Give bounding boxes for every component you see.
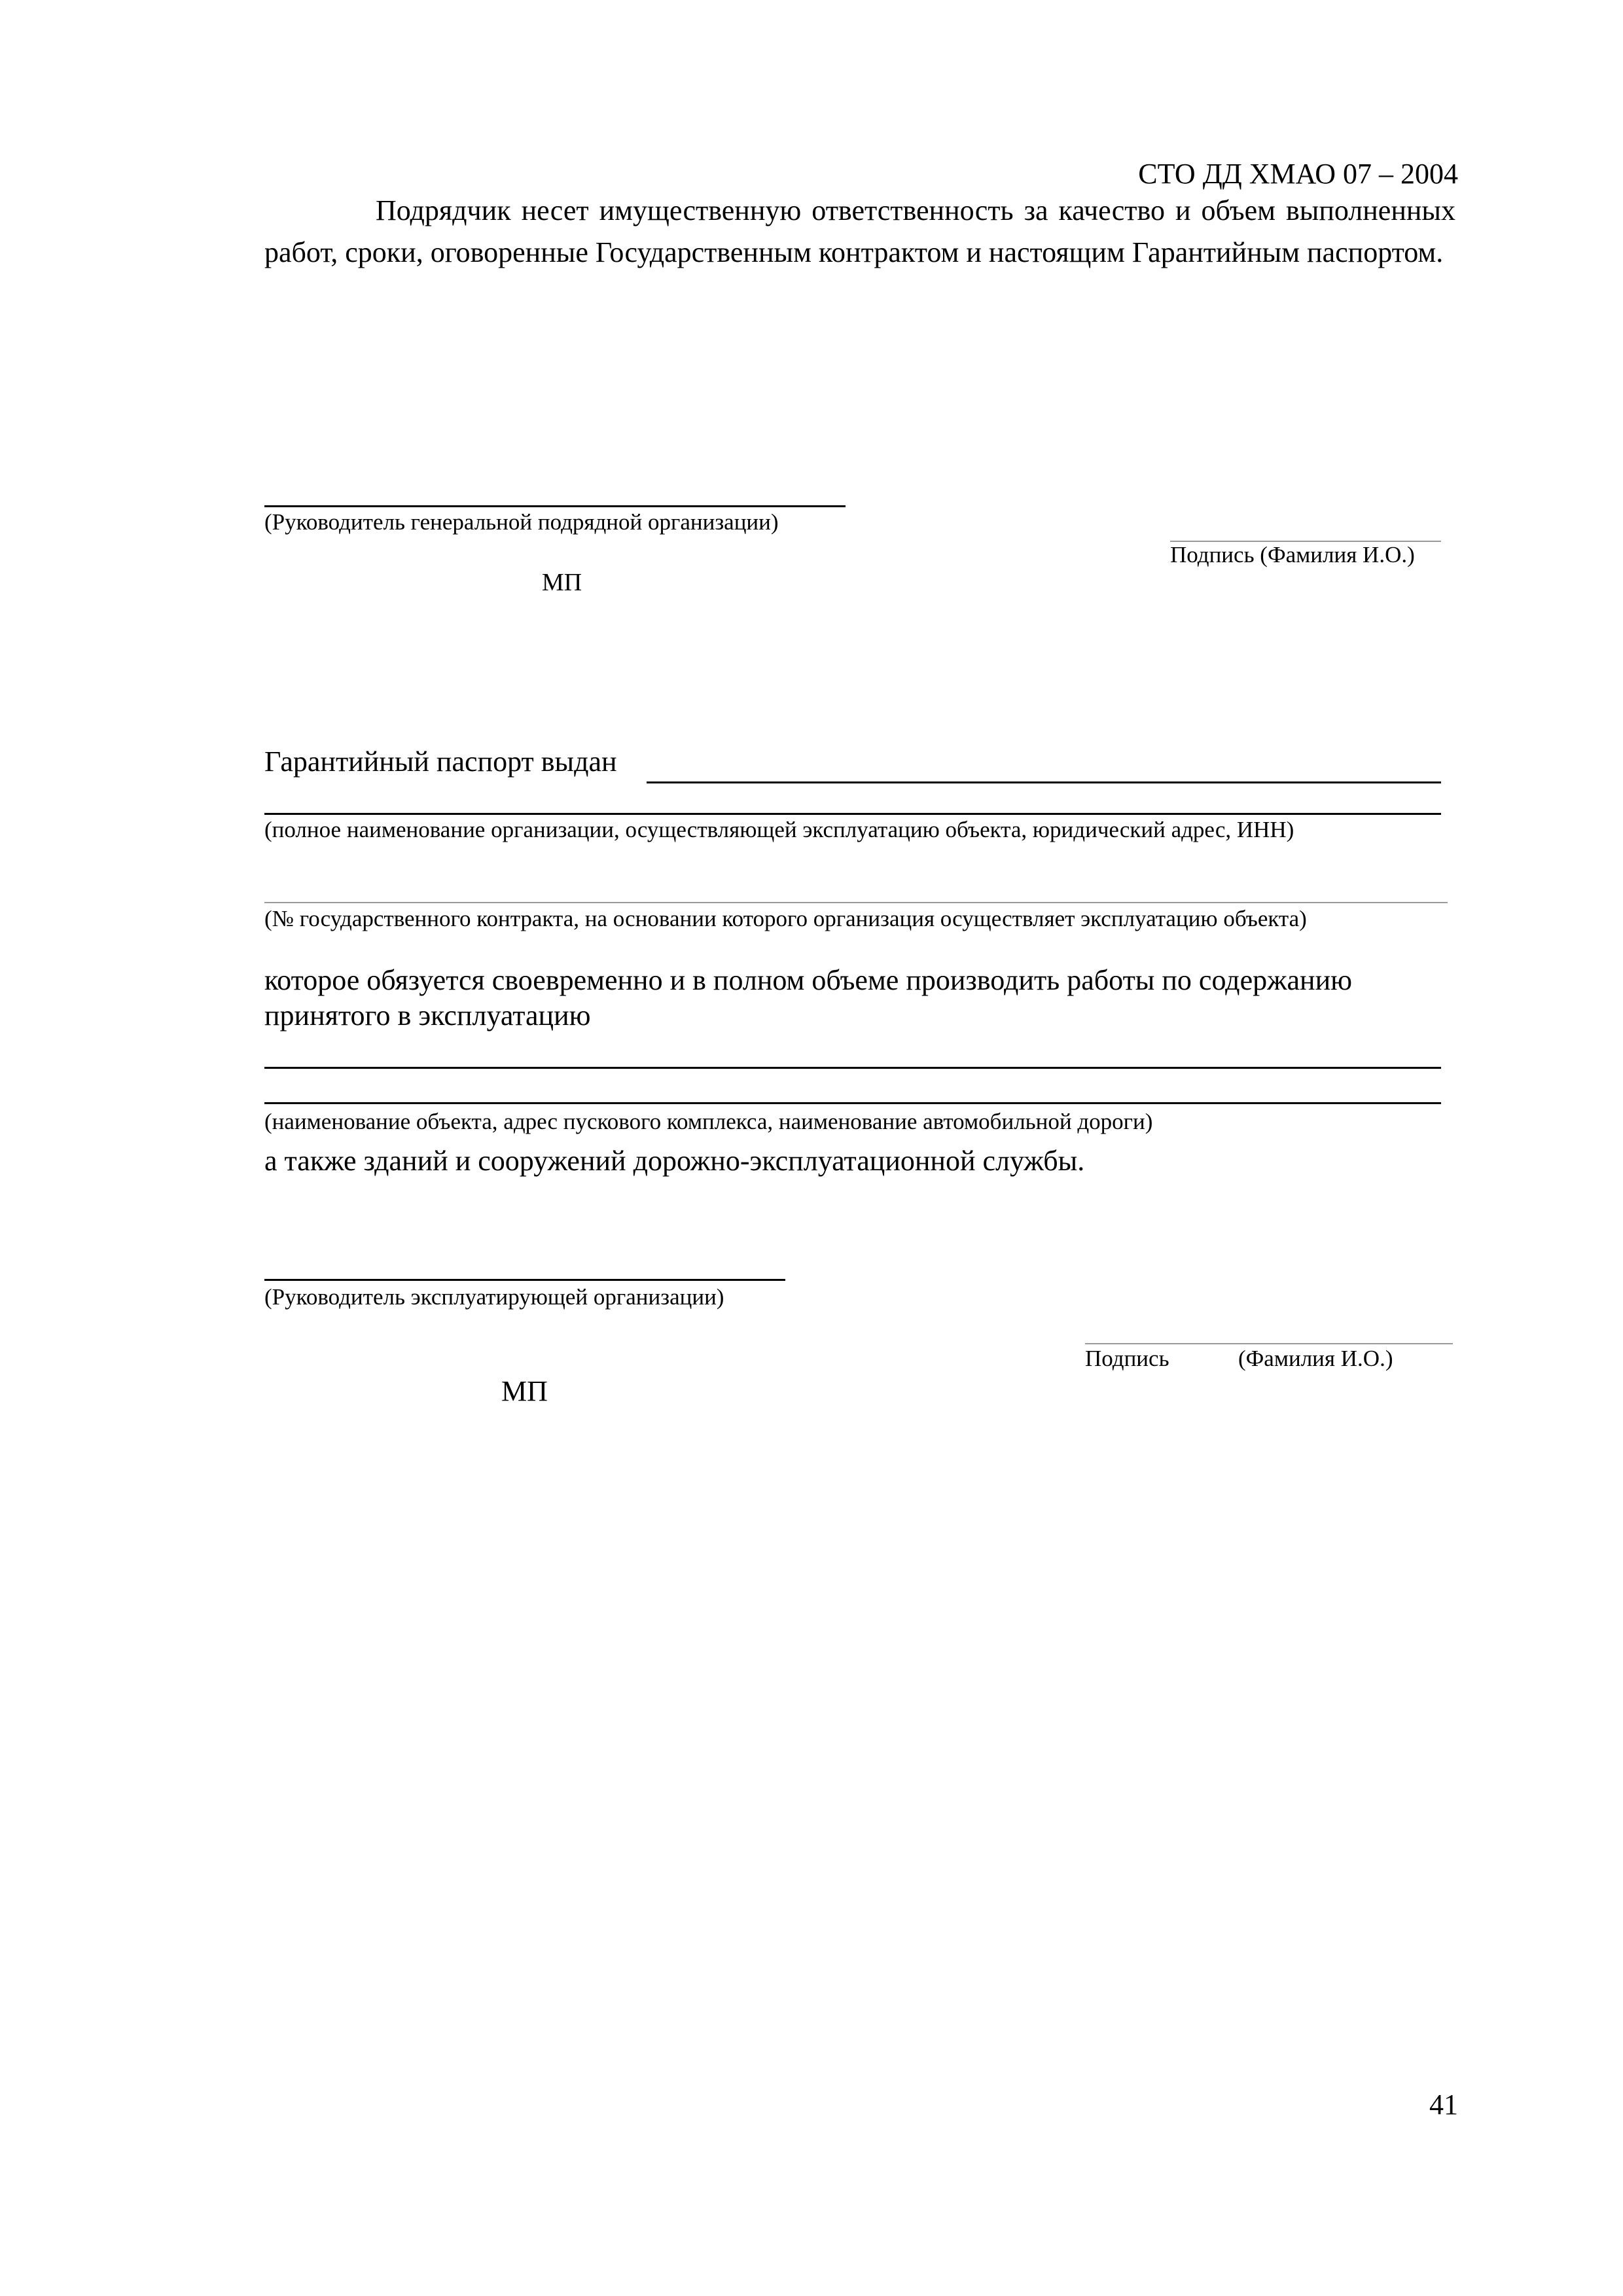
object-line-1 bbox=[264, 1067, 1441, 1069]
issued-org-line-2 bbox=[264, 813, 1441, 815]
object-line-2 bbox=[264, 1102, 1441, 1104]
page-number: 41 bbox=[1429, 2089, 1458, 2121]
contract-caption: (№ государственного контракта, на основании которого организация осуществляет эксплуатацию объекта) bbox=[264, 906, 1307, 931]
obligation-line-1: которое обязуется своевременно и в полном объеме производить работы по содержанию bbox=[264, 964, 1352, 996]
contractor-stamp-label: МП bbox=[542, 569, 582, 596]
operator-signature-label: Подпись bbox=[1085, 1346, 1169, 1371]
obligation-line-2: принятого в эксплуатацию bbox=[264, 999, 591, 1031]
issued-org-line-1 bbox=[647, 781, 1441, 783]
standard-code: СТО ДД ХМАО 07 – 2004 bbox=[1138, 158, 1458, 190]
contractor-signature-caption: Подпись (Фамилия И.О.) bbox=[1170, 542, 1415, 567]
contractor-head-line bbox=[264, 505, 846, 507]
operator-signature-line bbox=[1085, 1343, 1453, 1344]
intro-paragraph: Подрядчик несет имущественную ответственность за качество и объем выполненных работ, сроки, оговоренные Государственным контрактом и настоящим Гарантийным паспортом. bbox=[264, 194, 1455, 268]
operator-stamp-label: МП bbox=[501, 1375, 548, 1407]
contractor-head-caption: (Руководитель генеральной подрядной организации) bbox=[264, 509, 779, 535]
intro-paragraph-container bbox=[264, 190, 1455, 274]
issued-label: Гарантийный паспорт выдан bbox=[264, 745, 617, 778]
operator-name-label: (Фамилия И.О.) bbox=[1238, 1346, 1393, 1371]
org-caption: (полное наименование организации, осуществляющей эксплуатацию объекта, юридический адрес, ИНН) bbox=[264, 817, 1294, 842]
object-caption: (наименование объекта, адрес пускового комплекса, наименование автомобильной дороги) bbox=[264, 1109, 1153, 1134]
operator-head-caption: (Руководитель эксплуатирующей организации) bbox=[264, 1284, 724, 1310]
also-text: а также зданий и сооружений дорожно-эксплуатационной службы. bbox=[264, 1145, 1085, 1177]
contract-number-line bbox=[264, 902, 1448, 903]
operator-head-line bbox=[264, 1279, 785, 1281]
